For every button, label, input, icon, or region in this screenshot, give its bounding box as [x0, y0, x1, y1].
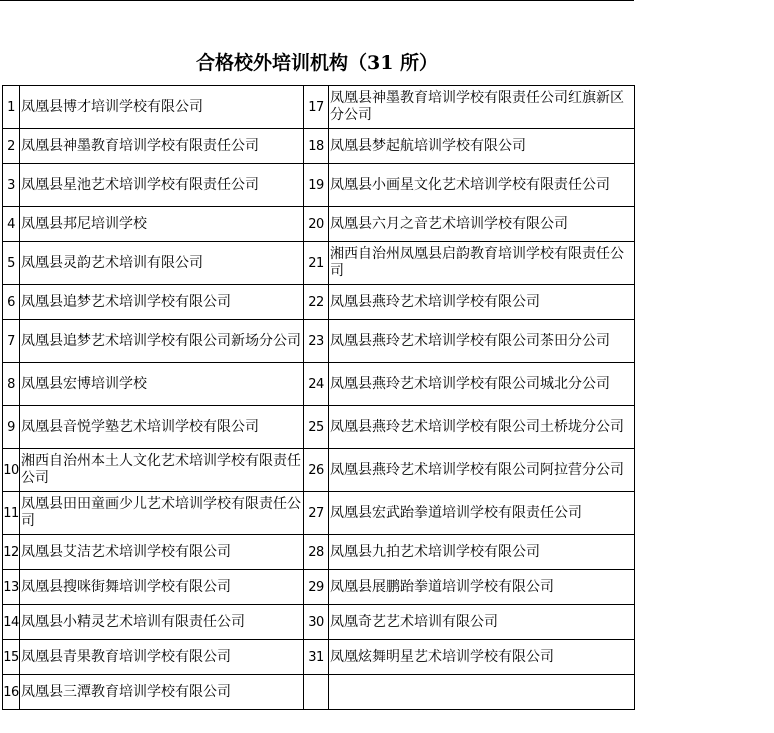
- left-number-cell: 1: [3, 86, 20, 129]
- right-number-cell: 25: [304, 406, 329, 449]
- left-name-cell: 湘西自治州本土人文化艺术培训学校有限责任公司: [20, 449, 304, 492]
- left-number-cell: 5: [3, 242, 20, 285]
- table-row: [3, 207, 635, 242]
- right-number-cell: 24: [304, 363, 329, 406]
- table-row: [3, 535, 635, 570]
- right-name-cell: 凤凰县梦起航培训学校有限公司: [329, 129, 635, 164]
- table-row: [3, 675, 635, 710]
- left-name-cell: 凤凰县追梦艺术培训学校有限公司新场分公司: [20, 320, 304, 363]
- left-number-cell: 9: [3, 406, 20, 449]
- table-row: [3, 320, 635, 363]
- right-name-cell: 凤凰奇艺艺术培训有限公司: [329, 605, 635, 640]
- right-number-cell: 28: [304, 535, 329, 570]
- left-number-cell: 10: [3, 449, 20, 492]
- left-name-cell: 凤凰县灵韵艺术培训有限公司: [20, 242, 304, 285]
- left-number-cell: 6: [3, 285, 20, 320]
- right-name-cell: 凤凰县燕玲艺术培训学校有限公司阿拉营分公司: [329, 449, 635, 492]
- left-number-cell: 2: [3, 129, 20, 164]
- left-name-cell: 凤凰县三潭教育培训学校有限公司: [20, 675, 304, 710]
- left-number-cell: 11: [3, 492, 20, 535]
- right-number-cell: 22: [304, 285, 329, 320]
- table-row: [3, 242, 635, 285]
- left-name-cell: 凤凰县博才培训学校有限公司: [20, 86, 304, 129]
- right-number-cell: 27: [304, 492, 329, 535]
- left-name-cell: 凤凰县追梦艺术培训学校有限公司: [20, 285, 304, 320]
- table-row: [3, 640, 635, 675]
- table-row: [3, 285, 635, 320]
- right-name-cell: 凤凰县六月之音艺术培训学校有限公司: [329, 207, 635, 242]
- right-number-cell: 29: [304, 570, 329, 605]
- table-row: [3, 406, 635, 449]
- right-number-cell: 30: [304, 605, 329, 640]
- left-name-cell: 凤凰县青果教育培训学校有限公司: [20, 640, 304, 675]
- institutions-table: [2, 85, 635, 710]
- right-number-cell: [304, 675, 329, 710]
- right-number-cell: 18: [304, 129, 329, 164]
- right-number-cell: 23: [304, 320, 329, 363]
- left-number-cell: 12: [3, 535, 20, 570]
- left-name-cell: 凤凰县音悦学塾艺术培训学校有限公司: [20, 406, 304, 449]
- left-number-cell: 7: [3, 320, 20, 363]
- left-name-cell: 凤凰县搜咪街舞培训学校有限公司: [20, 570, 304, 605]
- table-row: [3, 605, 635, 640]
- table-row: [3, 363, 635, 406]
- right-name-cell: 凤凰县小画星文化艺术培训学校有限责任公司: [329, 164, 635, 207]
- left-number-cell: 8: [3, 363, 20, 406]
- left-name-cell: 凤凰县田田童画少儿艺术培训学校有限责任公司: [20, 492, 304, 535]
- left-name-cell: 凤凰县神墨教育培训学校有限责任公司: [20, 129, 304, 164]
- right-name-cell: 凤凰炫舞明星艺术培训学校有限公司: [329, 640, 635, 675]
- right-number-cell: 21: [304, 242, 329, 285]
- right-number-cell: 31: [304, 640, 329, 675]
- page-title: 合格校外培训机构（31 所）: [195, 52, 439, 74]
- table-row: [3, 86, 635, 129]
- table-row: [3, 129, 635, 164]
- left-number-cell: 3: [3, 164, 20, 207]
- left-name-cell: 凤凰县邦尼培训学校: [20, 207, 304, 242]
- table-row: [3, 449, 635, 492]
- right-name-cell: 凤凰县宏武跆拳道培训学校有限责任公司: [329, 492, 635, 535]
- table-row: [3, 570, 635, 605]
- top-rule: [0, 0, 634, 1]
- left-name-cell: 凤凰县艾洁艺术培训学校有限公司: [20, 535, 304, 570]
- table-row: [3, 164, 635, 207]
- right-name-cell: [329, 675, 635, 710]
- right-name-cell: 凤凰县燕玲艺术培训学校有限公司土桥垅分公司: [329, 406, 635, 449]
- left-number-cell: 13: [3, 570, 20, 605]
- right-number-cell: 17: [304, 86, 329, 129]
- right-name-cell: 湘西自治州凤凰县启韵教育培训学校有限责任公司: [329, 242, 635, 285]
- right-number-cell: 19: [304, 164, 329, 207]
- table-row: [3, 492, 635, 535]
- right-name-cell: 凤凰县燕玲艺术培训学校有限公司城北分公司: [329, 363, 635, 406]
- right-name-cell: 凤凰县燕玲艺术培训学校有限公司: [329, 285, 635, 320]
- left-name-cell: 凤凰县星池艺术培训学校有限责任公司: [20, 164, 304, 207]
- left-name-cell: 凤凰县小精灵艺术培训有限责任公司: [20, 605, 304, 640]
- right-number-cell: 20: [304, 207, 329, 242]
- right-name-cell: 凤凰县九拍艺术培训学校有限公司: [329, 535, 635, 570]
- left-number-cell: 14: [3, 605, 20, 640]
- right-name-cell: 凤凰县展鹏跆拳道培训学校有限公司: [329, 570, 635, 605]
- right-name-cell: 凤凰县神墨教育培训学校有限责任公司红旗新区分公司: [329, 86, 635, 129]
- left-name-cell: 凤凰县宏博培训学校: [20, 363, 304, 406]
- right-name-cell: 凤凰县燕玲艺术培训学校有限公司茶田分公司: [329, 320, 635, 363]
- left-number-cell: 16: [3, 675, 20, 710]
- left-number-cell: 4: [3, 207, 20, 242]
- right-number-cell: 26: [304, 449, 329, 492]
- left-number-cell: 15: [3, 640, 20, 675]
